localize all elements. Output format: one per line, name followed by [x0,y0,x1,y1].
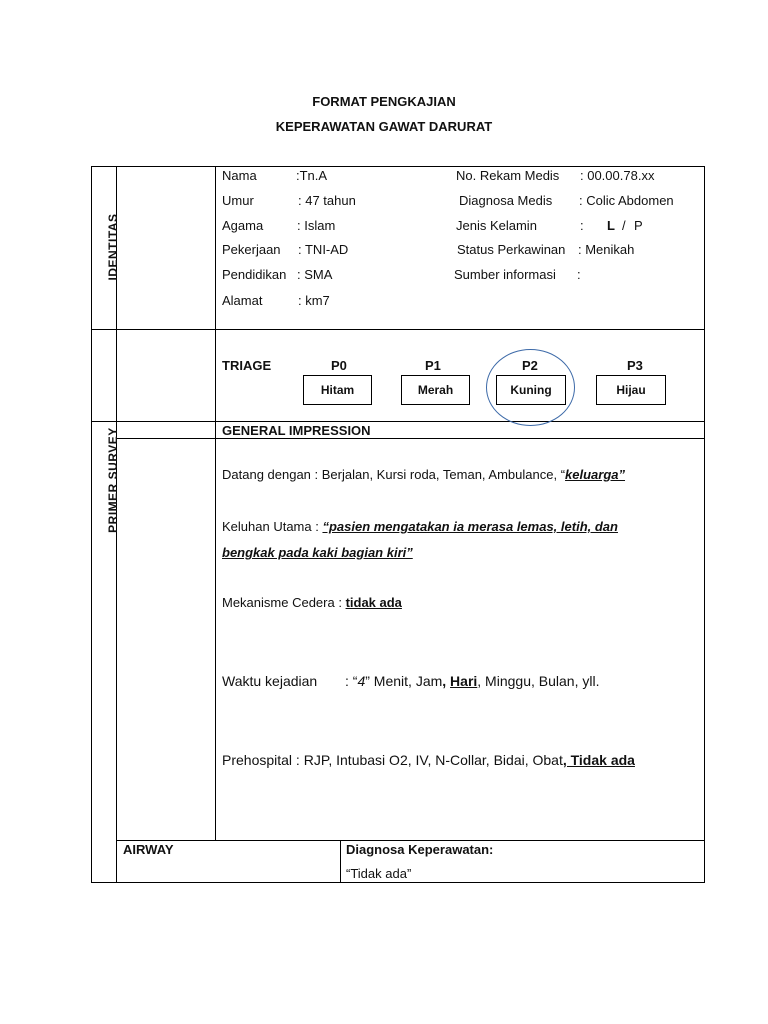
agama-label: Agama [222,218,264,233]
rekam-medis-label: No. Rekam Medis [456,168,560,183]
triage-box-hijau: Hijau [596,375,666,405]
jenis-kelamin-label: Jenis Kelamin [456,218,537,233]
triage-label: TRIAGE [222,358,272,373]
keluhan-utama-label: Keluhan Utama : [222,519,323,534]
waktu-kejadian-line [345,673,599,689]
diagnosa-medis-value: : Colic Abdomen [579,193,674,208]
waktu-kejadian-colon: : “ [345,673,358,689]
pendidikan-value: : SMA [297,267,333,282]
keluhan-utama-value-2: bengkak pada kaki bagian kiri” [222,545,413,560]
agama-value: : Islam [297,218,336,233]
triage-box-hitam: Hitam [303,375,372,405]
triage-selection-circle [486,349,575,426]
rekam-medis-value: : 00.00.78.xx [580,168,655,183]
keluhan-utama-line-2 [222,545,413,560]
form-title: FORMAT PENGKAJIAN [312,94,456,109]
pendidikan-label: Pendidikan [222,267,287,282]
diagnosa-keperawatan-value: “Tidak ada” [346,866,412,881]
nama-label: Nama [222,168,257,183]
sumber-informasi-value: : [577,267,581,282]
waktu-kejadian-units: ” Menit, Jam [365,673,443,689]
alamat-value: : km7 [298,293,330,308]
jenis-kelamin-separator: / [622,218,626,233]
identitas-section-label: IDENTITAS [106,213,120,281]
datang-dengan-value: keluarga” [565,467,626,482]
jenis-kelamin-option: P [634,218,643,233]
prehospital-line [222,752,635,768]
umur-label: Umur [222,193,254,208]
mekanisme-cedera-label: Mekanisme Cedera : [222,595,346,610]
form-subtitle: KEPERAWATAN GAWAT DARURAT [275,119,493,134]
diagnosa-keperawatan-label: Diagnosa Keperawatan: [346,842,494,857]
waktu-kejadian-label: Waktu kejadian [222,673,318,689]
mekanisme-cedera-value: tidak ada [345,595,402,610]
prehospital-options: Prehospital : RJP, Intubasi O2, IV, N-Collar, Bidai, Obat [222,752,563,768]
triage-box-merah: Merah [401,375,470,405]
pekerjaan-value: : TNI-AD [298,242,349,257]
datang-dengan-options: Datang dengan : Berjalan, Kursi roda, Teman, Ambulance, “ [222,467,566,482]
jenis-kelamin-selected: L [607,218,615,233]
airway-label: AIRWAY [123,842,174,857]
waktu-kejadian-rest: , Minggu, Bulan, yll. [477,673,600,689]
alamat-label: Alamat [222,293,263,308]
waktu-kejadian-number: 4 [357,673,366,689]
triage-code-p1: P1 [425,358,441,373]
triage-box-kuning: Kuning [496,375,566,405]
waktu-kejadian-selected: Hari [450,673,478,689]
primer-survey-section-label: PRIMER SURVEY [106,427,120,533]
keluhan-utama-value-1: “pasien mengatakan ia merasa lemas, letih, dan [322,519,618,534]
mekanisme-cedera-line [222,595,402,610]
triage-code-p3: P3 [627,358,643,373]
triage-code-p0: P0 [331,358,347,373]
waktu-kejadian-comma: , [442,673,451,689]
diagnosa-medis-label: Diagnosa Medis [459,193,553,208]
keluhan-utama-line [222,519,618,534]
status-perkawinan-label: Status Perkawinan [457,242,566,257]
triage-code-p2: P2 [522,358,538,373]
pekerjaan-label: Pekerjaan [222,242,281,257]
umur-value: : 47 tahun [298,193,356,208]
general-impression-heading: GENERAL IMPRESSION [222,423,371,438]
sumber-informasi-label: Sumber informasi [454,267,556,282]
jenis-kelamin-colon: : [580,218,584,233]
prehospital-value: , Tidak ada [562,752,635,768]
status-perkawinan-value: : Menikah [578,242,635,257]
nama-value: :Tn.A [296,168,328,183]
datang-dengan-line [222,467,625,482]
